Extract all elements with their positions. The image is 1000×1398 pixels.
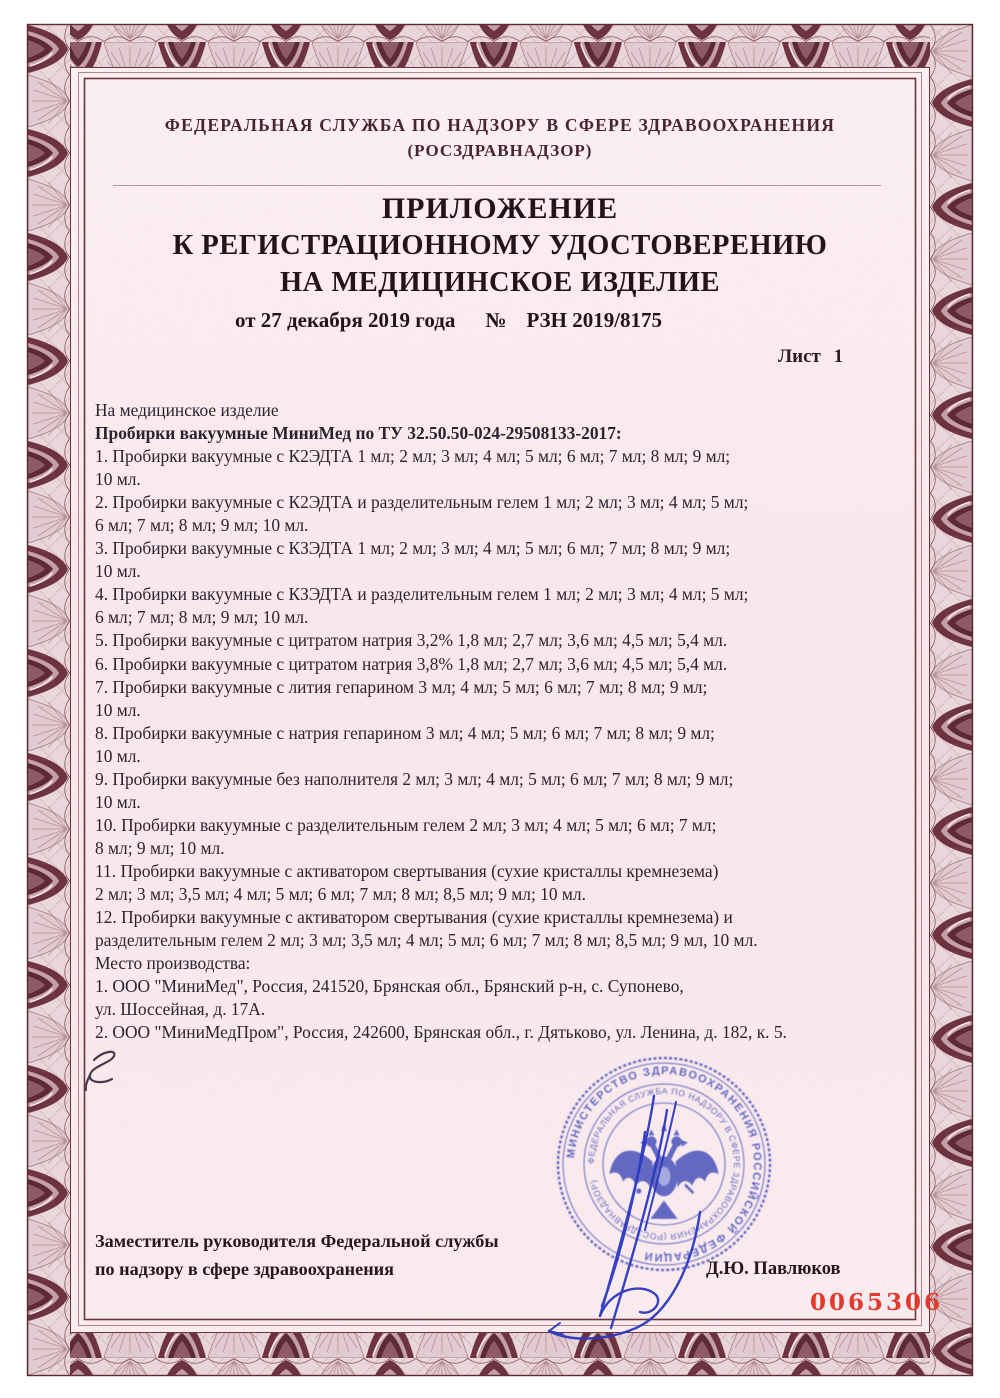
body-line: Место производства: (95, 953, 251, 974)
serial-number: 0065306 (810, 1289, 944, 1316)
body-line: 10 мл. (95, 469, 141, 490)
body-line: 10 мл. (95, 561, 141, 582)
registration-number: РЗН 2019/8175 (526, 308, 663, 332)
body-line: 6 мл; 7 мл; 8 мл; 9 мл; 10 мл. (95, 515, 309, 536)
official-round-stamp (552, 1052, 776, 1276)
registration-date: от 27 декабря 2019 года (235, 308, 456, 332)
registration-date-number-line (235, 308, 662, 333)
body-line: 12. Пробирки вакуумные с активатором свертывания (сухие кристаллы кремнезема) и (95, 907, 733, 928)
body-line: 1. Пробирки вакуумные с К2ЭДТА 1 мл; 2 мл; 3 мл; 4 мл; 5 мл; 6 мл; 7 мл; 8 мл; 9 мл; (95, 446, 731, 467)
sheet-number-label: Лист 1 (778, 346, 844, 367)
body-line: 10 мл. (95, 699, 141, 720)
body-line: 10 мл. (95, 745, 141, 766)
body-line: 10 мл. (95, 791, 141, 812)
body-line: 6. Пробирки вакуумные с цитратом натрия 3,8% 1,8 мл; 2,7 мл; 3,6 мл; 4,5 мл; 5,4 мл. (95, 653, 728, 674)
signer-title-line1: Заместитель руководителя Федеральной службы (95, 1231, 499, 1251)
body-line: 3. Пробирки вакуумные с КЗЭДТА 1 мл; 2 мл; 3 мл; 4 мл; 5 мл; 6 мл; 7 мл; 8 мл; 9 мл; (95, 538, 731, 559)
issuing-authority-short-name: (РОСЗДРАВНАДЗОР) (407, 141, 593, 160)
body-line: 1. ООО "МиниМед", Россия, 241520, Брянская обл., Брянский р-н, с. Супонево, (95, 976, 684, 997)
number-sign-label: № (485, 308, 507, 332)
issuing-authority-name: ФЕДЕРАЛЬНАЯ СЛУЖБА ПО НАДЗОРУ В СФЕРЕ ЗДРАВООХРАНЕНИЯ (164, 115, 836, 135)
body-line: 2 мл; 3 мл; 3,5 мл; 4 мл; 5 мл; 6 мл; 7 мл; 8 мл; 8,5 мл; 9 мл; 10 мл. (95, 883, 586, 904)
body-line: 9. Пробирки вакуумные без наполнителя 2 мл; 3 мл; 4 мл; 5 мл; 6 мл; 7 мл; 8 мл; 9 мл; (95, 768, 734, 789)
body-line: 7. Пробирки вакуумные с лития гепарином 3 мл; 4 мл; 5 мл; 6 мл; 7 мл; 8 мл; 9 мл; (95, 676, 708, 697)
header-divider (113, 185, 881, 186)
body-line: На медицинское изделие (95, 400, 279, 420)
body-line: ул. Шоссейная, д. 17А. (95, 999, 266, 1020)
stamp-outer-ring-text: МИНИСТЕРСТВО ЗДРАВООХРАНЕНИЯ РОССИЙСКОЙ ФЕДЕРАЦИИ (565, 1064, 764, 1264)
body-line: 2. ООО "МиниМедПром", Россия, 242600, Брянская обл., г. Дятьково, ул. Ленина, д. 182, к. 5. (95, 1022, 787, 1043)
body-line: 8. Пробирки вакуумные с натрия гепарином 3 мл; 4 мл; 5 мл; 6 мл; 7 мл; 8 мл; 9 мл; (95, 722, 715, 743)
body-line: разделительным гелем 2 мл; 3 мл; 3,5 мл; 4 мл; 5 мл; 6 мл; 7 мл; 8 мл; 8,5 мл; 9 мл, 10 мл. (95, 930, 758, 951)
body-line: 8 мл; 9 мл; 10 мл. (95, 837, 225, 858)
stamp-inner-ring-text: ФЕДЕРАЛЬНАЯ СЛУЖБА ПО НАДЗОРУ В СФЕРЕ ЗДРАВООХРАНЕНИЯ (РОСЗДРАВНАДЗОР) (585, 1085, 743, 1243)
document-title-line2: К РЕГИСТРАЦИОННОМУ УДОСТОВЕРЕНИЮ (172, 230, 828, 261)
body-line: 11. Пробирки вакуумные с активатором свертывания (сухие кристаллы кремнезема) (95, 860, 719, 881)
document-title-line1: ПРИЛОЖЕНИЕ (381, 192, 619, 225)
body-line: 10. Пробирки вакуумные с разделительным гелем 2 мл; 3 мл; 4 мл; 5 мл; 6 мл; 7 мл; (95, 814, 717, 835)
body-line: 5. Пробирки вакуумные с цитратом натрия 3,2% 1,8 мл; 2,7 мл; 3,6 мл; 4,5 мл; 5,4 мл. (95, 630, 728, 651)
body-line: Пробирки вакуумные МиниМед по ТУ 32.50.50-024-29508133-2017: (95, 423, 622, 444)
body-line: 4. Пробирки вакуумные с КЗЭДТА и разделительным гелем 1 мл; 2 мл; 3 мл; 4 мл; 5 мл; (95, 584, 749, 605)
signer-title-line2: по надзору в сфере здравоохранения (95, 1259, 394, 1279)
body-line: 6 мл; 7 мл; 8 мл; 9 мл; 10 мл. (95, 607, 309, 628)
body-line: 2. Пробирки вакуумные с К2ЭДТА и разделительным гелем 1 мл; 2 мл; 3 мл; 4 мл; 5 мл; (95, 492, 749, 513)
double-headed-eagle-icon (609, 1126, 718, 1218)
document-title-line3: НА МЕДИЦИНСКОЕ ИЗДЕЛИЕ (279, 267, 721, 298)
signer-name: Д.Ю. Павлюков (706, 1259, 841, 1279)
device-list (95, 399, 913, 1044)
